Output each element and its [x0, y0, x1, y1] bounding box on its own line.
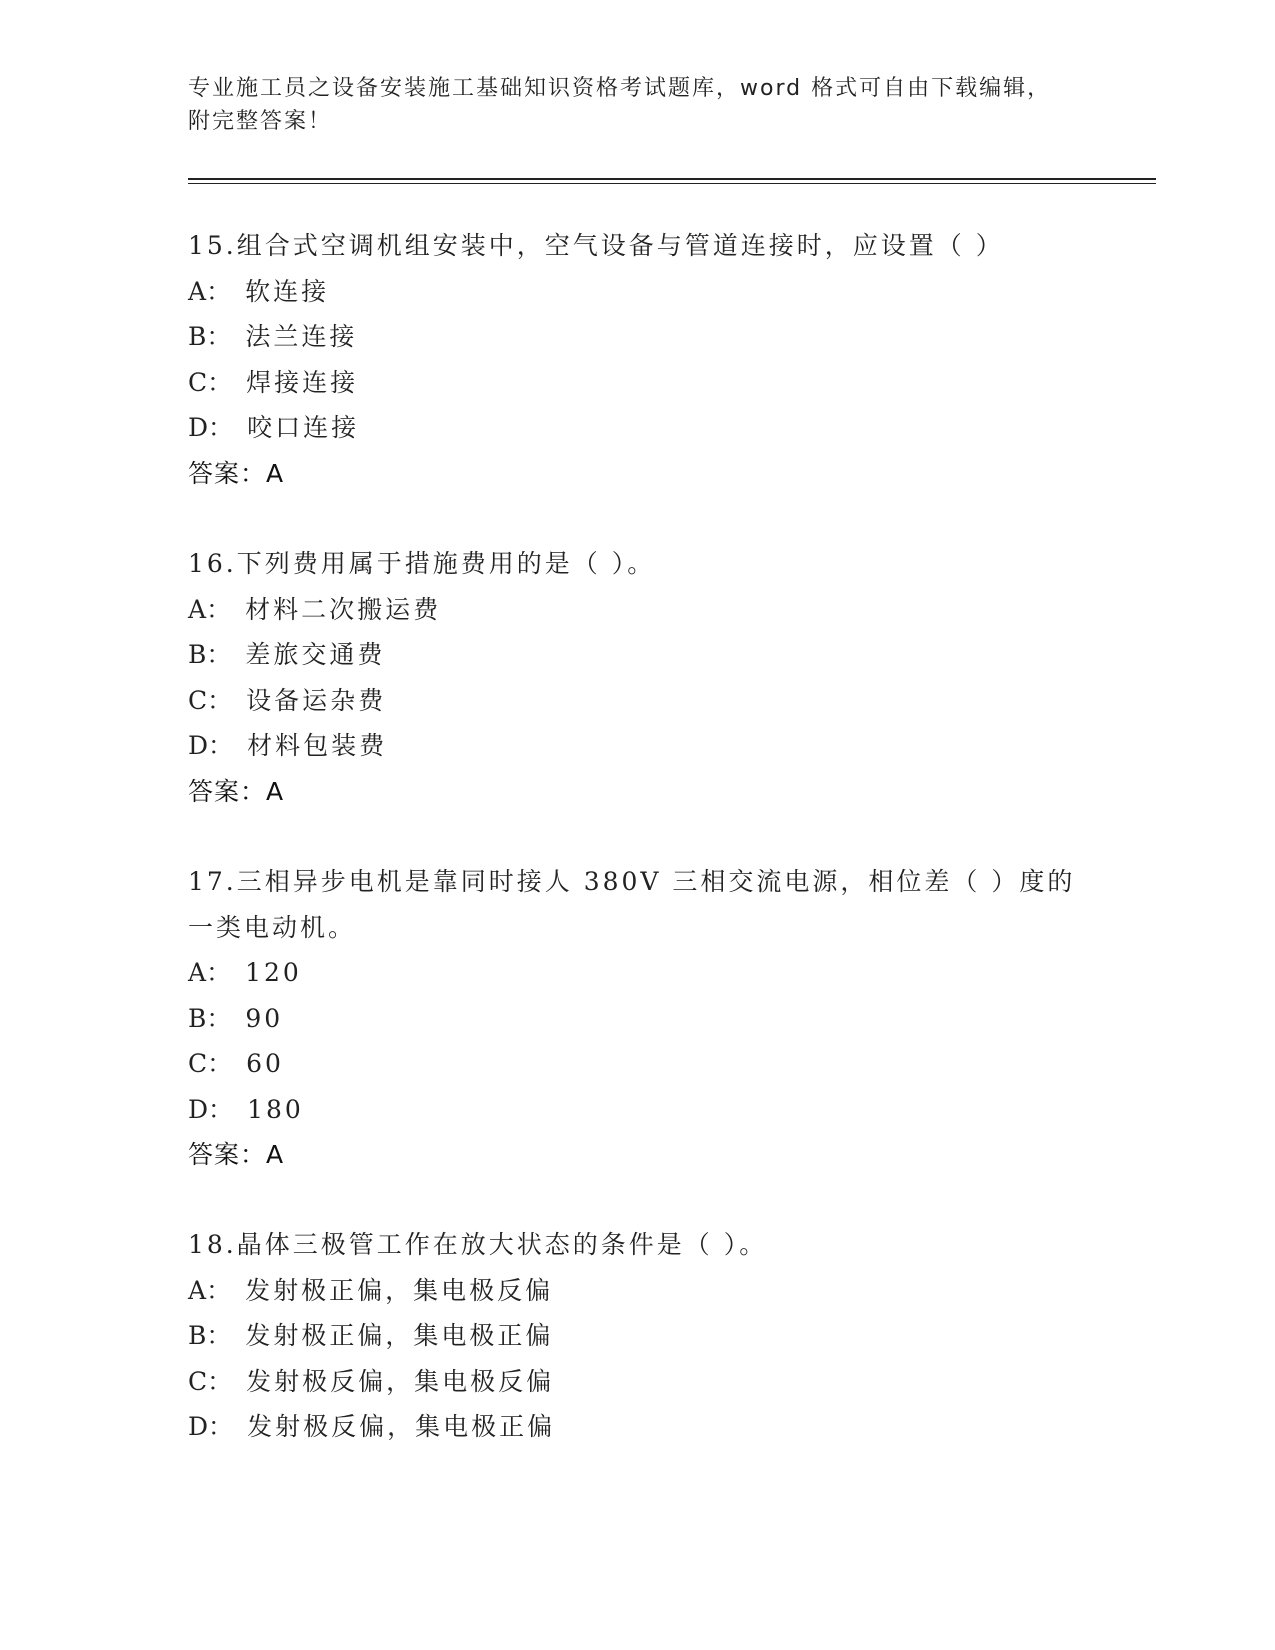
option-a: A： 发射极正偏，集电极反偏: [188, 1275, 554, 1305]
question-stem-line-1: 17.三相异步电机是靠同时接人 380V 三相交流电源，相位差（ ）度的: [188, 867, 1076, 896]
question-17: [188, 859, 1088, 1178]
question-18: [188, 1222, 1088, 1450]
option-c: C： 发射极反偏，集电极反偏: [188, 1366, 555, 1396]
answer-line: 答案：A: [188, 1140, 285, 1169]
question-16: [188, 541, 1088, 814]
question-stem-line-2: 一类电动机。: [188, 912, 357, 942]
option-c: C： 60: [188, 1049, 284, 1078]
header-line-1: 专业施工员之设备安装施工基础知识资格考试题库，word 格式可自由下载编辑，: [188, 76, 1052, 101]
option-b: B： 法兰连接: [188, 322, 358, 351]
option-b: B： 差旅交通费: [188, 640, 386, 669]
question-stem: 15.组合式空调机组安装中，空气设备与管道连接时，应设置（ ）: [188, 231, 1004, 260]
option-d: D： 发射极反偏，集电极正偏: [188, 1412, 556, 1441]
question-stem: 18.晶体三极管工作在放大状态的条件是（ ）。: [188, 1230, 768, 1259]
option-a: A： 120: [188, 958, 302, 987]
option-d: D： 180: [188, 1094, 304, 1124]
answer-line: 答案：A: [188, 458, 285, 488]
option-c: C： 设备运杂费: [188, 685, 387, 715]
option-a: A： 软连接: [188, 276, 330, 306]
option-b: B： 发射极正偏，集电极正偏: [188, 1321, 554, 1350]
header-divider: [188, 178, 1156, 184]
question-15: [188, 223, 1088, 496]
header-line-2: 附完整答案！: [188, 109, 333, 134]
document-header: [188, 72, 1088, 138]
question-stem: 16.下列费用属于措施费用的是（ ）。: [188, 549, 656, 578]
option-c: C： 焊接连接: [188, 367, 359, 397]
answer-line: 答案：A: [188, 776, 285, 806]
option-a: A： 材料二次搬运费: [188, 594, 442, 624]
option-d: D： 材料包装费: [188, 731, 388, 760]
option-b: B： 90: [188, 1003, 284, 1033]
option-d: D： 咬口连接: [188, 413, 360, 442]
